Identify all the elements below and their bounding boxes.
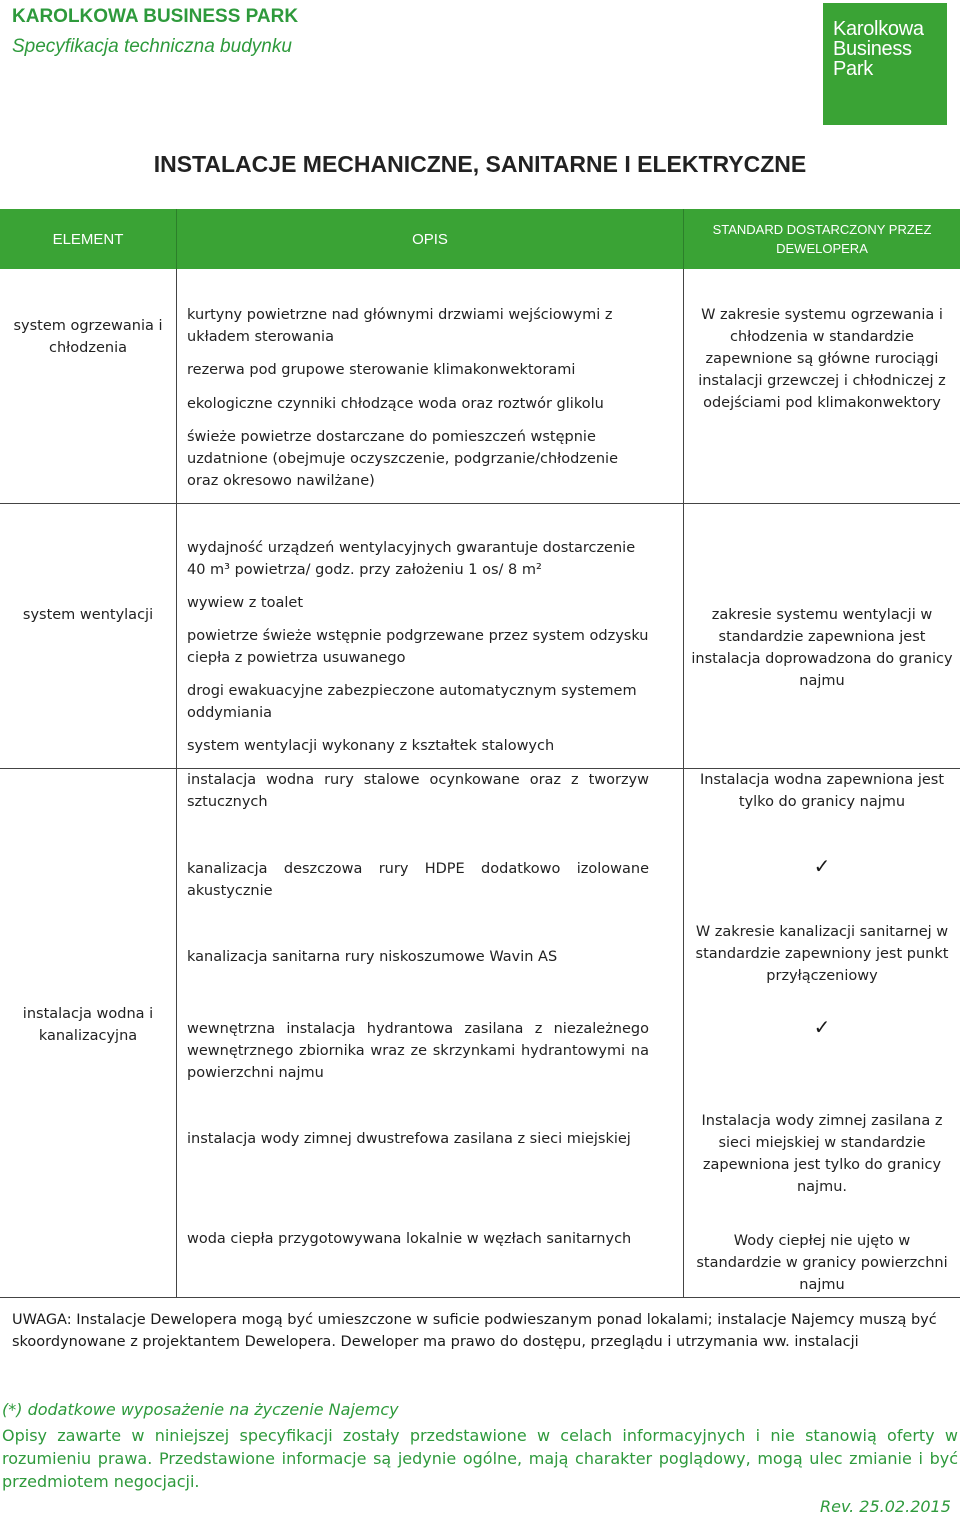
check-icon: ✓ — [813, 1015, 831, 1039]
row-element-water-sewage: instalacja wodna i kanalizacyjna — [22, 1006, 154, 1044]
row-divider — [0, 503, 960, 504]
disclaimer: Opisy zawarte w niniejszej specyfikacji zostały przedstawione w celach informacyjnych i nie stanowią oferty w rozumieniu prawa. Przedstawione informacje są jedynie ogólne, mają charakter poglądowy, mogą ulec zmianie i być przedmiotem negocjacji. — [2, 1426, 958, 1491]
standard-text: W zakresie systemu ogrzewania i chłodzenia w standardzie zapewnione są główne rurociągi instalacji grzewczej i chłodniczej z odejściami pod klimakonwektory — [698, 307, 946, 411]
column-header-opis: OPIS — [412, 230, 448, 248]
logo-line: Park — [833, 58, 873, 80]
opis-item: wywiew z toalet — [187, 595, 304, 611]
standard-text: W zakresie kanalizacji sanitarnej w standardzie zapewniony jest punkt przyłączeniowy — [695, 924, 949, 984]
opis-item: instalacja wodna rury stalowe ocynkowane oraz z tworzyw sztucznych — [187, 772, 649, 810]
column-header-standard: STANDARD DOSTARCZONY PRZEZ DEWELOPERA — [712, 222, 932, 256]
header-divider — [176, 209, 177, 269]
section-title: INSTALACJE MECHANICZNE, SANITARNE I ELEKTRYCZNE — [153, 151, 807, 177]
check-icon: ✓ — [813, 854, 831, 878]
standard-text: zakresie systemu wentylacji w standardzie zapewniona jest instalacja doprowadzona do granicy najmu — [691, 607, 953, 689]
standard-text: Instalacja wodna zapewniona jest tylko do granicy najmu — [699, 772, 945, 810]
standard-text: Wody ciepłej nie ujęto w standardzie w granicy powierzchni najmu — [696, 1233, 948, 1293]
company-logo — [823, 3, 947, 125]
note-text: UWAGA: Instalacje Dewelopera mogą być umieszczone w suficie podwieszanym ponad lokalami; instalacje Najemcy muszą być skoordynowane z projektantem Dewelopera. Deweloper ma prawo do dostępu, przeglądu i utrzymania ww. instalacji — [12, 1312, 937, 1350]
standard-text: Instalacja wody zimnej zasilana z sieci miejskiej w standardzie zapewniona jest tylko do granicy najmu. — [701, 1113, 943, 1195]
table-bottom-border — [0, 1297, 960, 1298]
column-divider — [683, 269, 684, 1297]
header-title: KAROLKOWA BUSINESS PARK — [12, 6, 299, 27]
opis-item: rezerwa pod grupowe sterowanie klimakonwektorami — [187, 362, 576, 378]
table-header — [0, 209, 960, 269]
opis-item: system wentylacji wykonany z kształtek stalowych — [187, 738, 555, 754]
footnote: (*) dodatkowe wyposażenie na życzenie Najemcy — [2, 1400, 399, 1419]
column-header-element: ELEMENT — [52, 230, 124, 248]
opis-item: powietrze świeże wstępnie podgrzewane przez system odzysku ciepła z powietrza usuwanego — [187, 628, 649, 666]
logo-line: Karolkowa — [833, 18, 924, 40]
opis-item: kurtyny powietrzne nad głównymi drzwiami wejściowymi z układem sterowania — [187, 307, 613, 345]
column-divider — [176, 269, 177, 1297]
opis-item: ekologiczne czynniki chłodzące woda oraz roztwór glikolu — [187, 396, 604, 412]
opis-item: świeże powietrze dostarczane do pomieszczeń wstępnie uzdatnione (obejmuje oczyszczenie, podgrzanie/chłodzenie oraz okresowo nawilżane) — [187, 429, 618, 489]
logo-line: Business — [833, 38, 912, 60]
opis-item: drogi ewakuacyjne zabezpieczone automatycznym systemem oddymiania — [187, 683, 637, 721]
header-divider — [683, 209, 684, 269]
opis-item: instalacja wody zimnej dwustrefowa zasilana z sieci miejskiej — [187, 1131, 631, 1147]
opis-item: kanalizacja deszczowa rury HDPE dodatkowo izolowane akustycznie — [187, 861, 649, 899]
header-subtitle: Specyfikacja techniczna budynku — [12, 36, 292, 57]
revision-label: Rev. 25.02.2015 — [820, 1497, 951, 1516]
opis-item: woda ciepła przygotowywana lokalnie w węzłach sanitarnych — [187, 1231, 632, 1247]
row-element-ventilation: system wentylacji — [22, 607, 154, 623]
opis-item: kanalizacja sanitarna rury niskoszumowe Wavin AS — [187, 949, 558, 965]
opis-item: wydajność urządzeń wentylacyjnych gwarantuje dostarczenie 40 m³ powietrza/ godz. przy założeniu 1 os/ 8 m² — [187, 540, 636, 578]
opis-item: wewnętrzna instalacja hydrantowa zasilana z niezależnego wewnętrznego zbiornika wraz ze skrzynkami hydrantowymi na powierzchni najmu — [187, 1021, 649, 1081]
row-element-heating-cooling: system ogrzewania i chłodzenia — [13, 318, 163, 356]
